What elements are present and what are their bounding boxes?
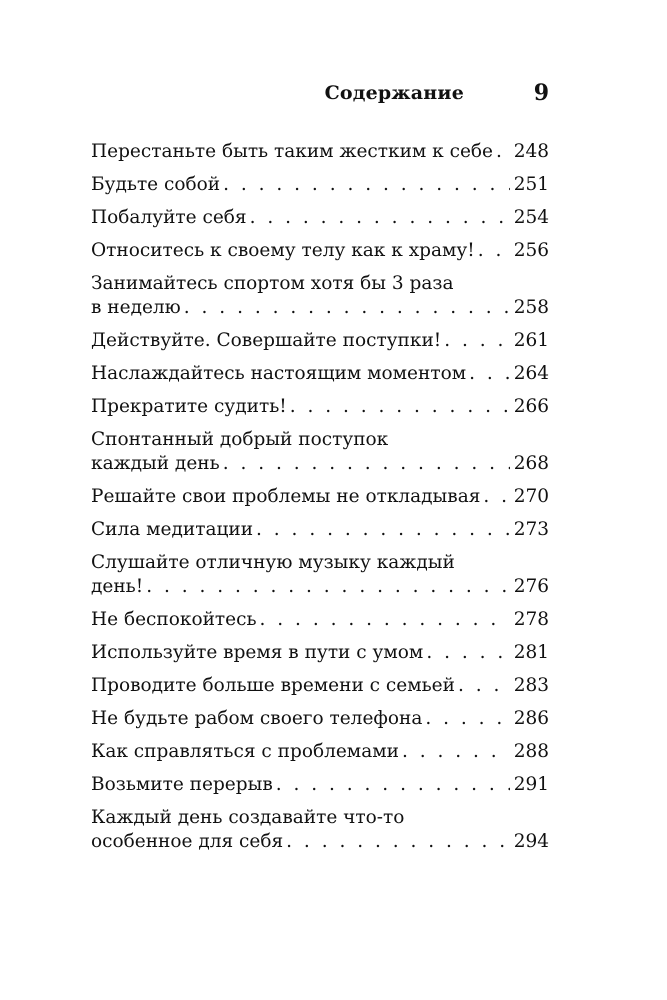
- dot-leader: [478, 239, 510, 263]
- toc-entry-title: Используйте время в пути с умом: [91, 642, 424, 663]
- toc-entry-leader-line: [91, 575, 549, 599]
- toc-entry-title: Как справляться с проблемами: [91, 741, 399, 762]
- toc-entry-title: в неделю: [91, 297, 181, 318]
- dot-leader: [469, 362, 510, 386]
- toc-entry-leader-line: [91, 674, 549, 698]
- toc-entry-page-number: 294: [513, 831, 549, 852]
- toc-entry-page-number: 261: [513, 330, 549, 351]
- dot-leader: [286, 830, 510, 854]
- toc-entry: [91, 740, 549, 764]
- toc-entry-title: Возьмите перерыв: [91, 774, 273, 795]
- toc-entry-title-line: Слушайте отличную музыку каждый: [91, 552, 455, 573]
- toc-entry-leader-line: [91, 173, 549, 197]
- toc-entry-title: Будьте собой: [91, 174, 221, 195]
- dot-leader: [250, 206, 510, 230]
- toc-entry-title: Побалуйте себя: [91, 207, 247, 228]
- table-of-contents: [91, 140, 549, 863]
- toc-entry: [91, 674, 549, 698]
- toc-entry-page-number: 258: [513, 297, 549, 318]
- toc-entry-leader-line: [91, 452, 549, 476]
- dot-leader: [402, 740, 510, 764]
- running-header-title: Содержание: [324, 82, 464, 104]
- toc-entry-leader-line: [91, 707, 549, 731]
- toc-entry-leader-line: [91, 329, 549, 353]
- toc-entry-title: Сила медитации: [91, 519, 254, 540]
- toc-entry-title-line: Каждый день создавайте что-то: [91, 807, 405, 828]
- toc-entry-leader-line: [91, 140, 549, 164]
- toc-entry-title: Перестаньте быть таким жестким к себе: [91, 141, 494, 162]
- toc-entry-leader-line: [91, 830, 549, 854]
- toc-entry-leader-line: [91, 296, 549, 320]
- toc-entry: [91, 272, 549, 320]
- toc-entry: [91, 173, 549, 197]
- dot-leader: [425, 707, 509, 731]
- toc-entry-page-number: 276: [513, 576, 549, 597]
- toc-entry-leader-line: [91, 773, 549, 797]
- toc-entry-leader-line: [91, 518, 549, 542]
- toc-entry-page-number: 273: [513, 519, 549, 540]
- toc-entry: [91, 551, 549, 599]
- toc-entry: [91, 329, 549, 353]
- dot-leader: [184, 296, 510, 320]
- toc-entry-page-number: 286: [513, 708, 549, 729]
- toc-entry-page-number: 281: [513, 642, 549, 663]
- toc-entry-leader-line: [91, 608, 549, 632]
- toc-entry: [91, 206, 549, 230]
- toc-entry-title: каждый день: [91, 453, 220, 474]
- dot-leader: [483, 485, 509, 509]
- toc-entry: [91, 806, 549, 854]
- toc-entry-leader-line: [91, 239, 549, 263]
- toc-entry-title: Не беспокойтесь: [91, 609, 257, 630]
- toc-entry-title: Относитесь к своему телу как к храму!: [91, 240, 475, 261]
- toc-entry: [91, 140, 549, 164]
- toc-entry-page-number: 283: [513, 675, 549, 696]
- toc-entry-title: особенное для себя: [91, 831, 284, 852]
- toc-entry-page-number: 270: [513, 486, 549, 507]
- toc-entry-title: Проводите больше времени с семьей: [91, 675, 455, 696]
- toc-entry-page-number: 268: [513, 453, 549, 474]
- toc-entry-page-number: 251: [513, 174, 549, 195]
- toc-entry-title: Решайте свои проблемы не откладывая: [91, 486, 481, 507]
- toc-entry-page-number: 288: [513, 741, 549, 762]
- toc-entry-leader-line: [91, 485, 549, 509]
- dot-leader: [458, 674, 510, 698]
- dot-leader: [444, 329, 509, 353]
- toc-entry-leader-line: [91, 206, 549, 230]
- toc-entry: [91, 239, 549, 263]
- toc-entry: [91, 641, 549, 665]
- toc-entry: [91, 608, 549, 632]
- dot-leader: [276, 773, 510, 797]
- toc-entry: [91, 707, 549, 731]
- page-number: 9: [533, 80, 549, 106]
- dot-leader: [223, 452, 510, 476]
- toc-entry-title-line: Занимайтесь спортом хотя бы 3 раза: [91, 273, 454, 294]
- dot-leader: [256, 518, 510, 542]
- toc-entry-leader-line: [91, 641, 549, 665]
- toc-entry-page-number: 266: [513, 396, 549, 417]
- toc-entry-leader-line: [91, 395, 549, 419]
- dot-leader: [146, 575, 510, 599]
- toc-entry: [91, 518, 549, 542]
- dot-leader: [223, 173, 510, 197]
- toc-entry: [91, 428, 549, 476]
- toc-entry-page-number: 254: [513, 207, 549, 228]
- toc-entry-page-number: 248: [513, 141, 549, 162]
- toc-entry-page-number: 264: [513, 363, 549, 384]
- toc-entry-title: день!: [91, 576, 144, 597]
- toc-entry: [91, 395, 549, 419]
- dot-leader: [426, 641, 509, 665]
- running-header: [0, 82, 549, 110]
- toc-entry: [91, 773, 549, 797]
- toc-entry-title: Действуйте. Совершайте поступки!: [91, 330, 442, 351]
- toc-entry-title: Наслаждайтесь настоящим моментом: [91, 363, 467, 384]
- toc-entry: [91, 362, 549, 386]
- toc-entry-leader-line: [91, 362, 549, 386]
- dot-leader: [260, 608, 510, 632]
- toc-entry-title: Не будьте рабом своего телефона: [91, 708, 423, 729]
- toc-entry-leader-line: [91, 740, 549, 764]
- toc-entry-page-number: 291: [513, 774, 549, 795]
- dot-leader: [496, 140, 510, 164]
- toc-entry-title: Прекратите судить!: [91, 396, 287, 417]
- toc-entry-page-number: 278: [513, 609, 549, 630]
- toc-entry-title-line: Спонтанный добрый поступок: [91, 429, 389, 450]
- dot-leader: [290, 395, 510, 419]
- toc-entry: [91, 485, 549, 509]
- toc-entry-page-number: 256: [513, 240, 549, 261]
